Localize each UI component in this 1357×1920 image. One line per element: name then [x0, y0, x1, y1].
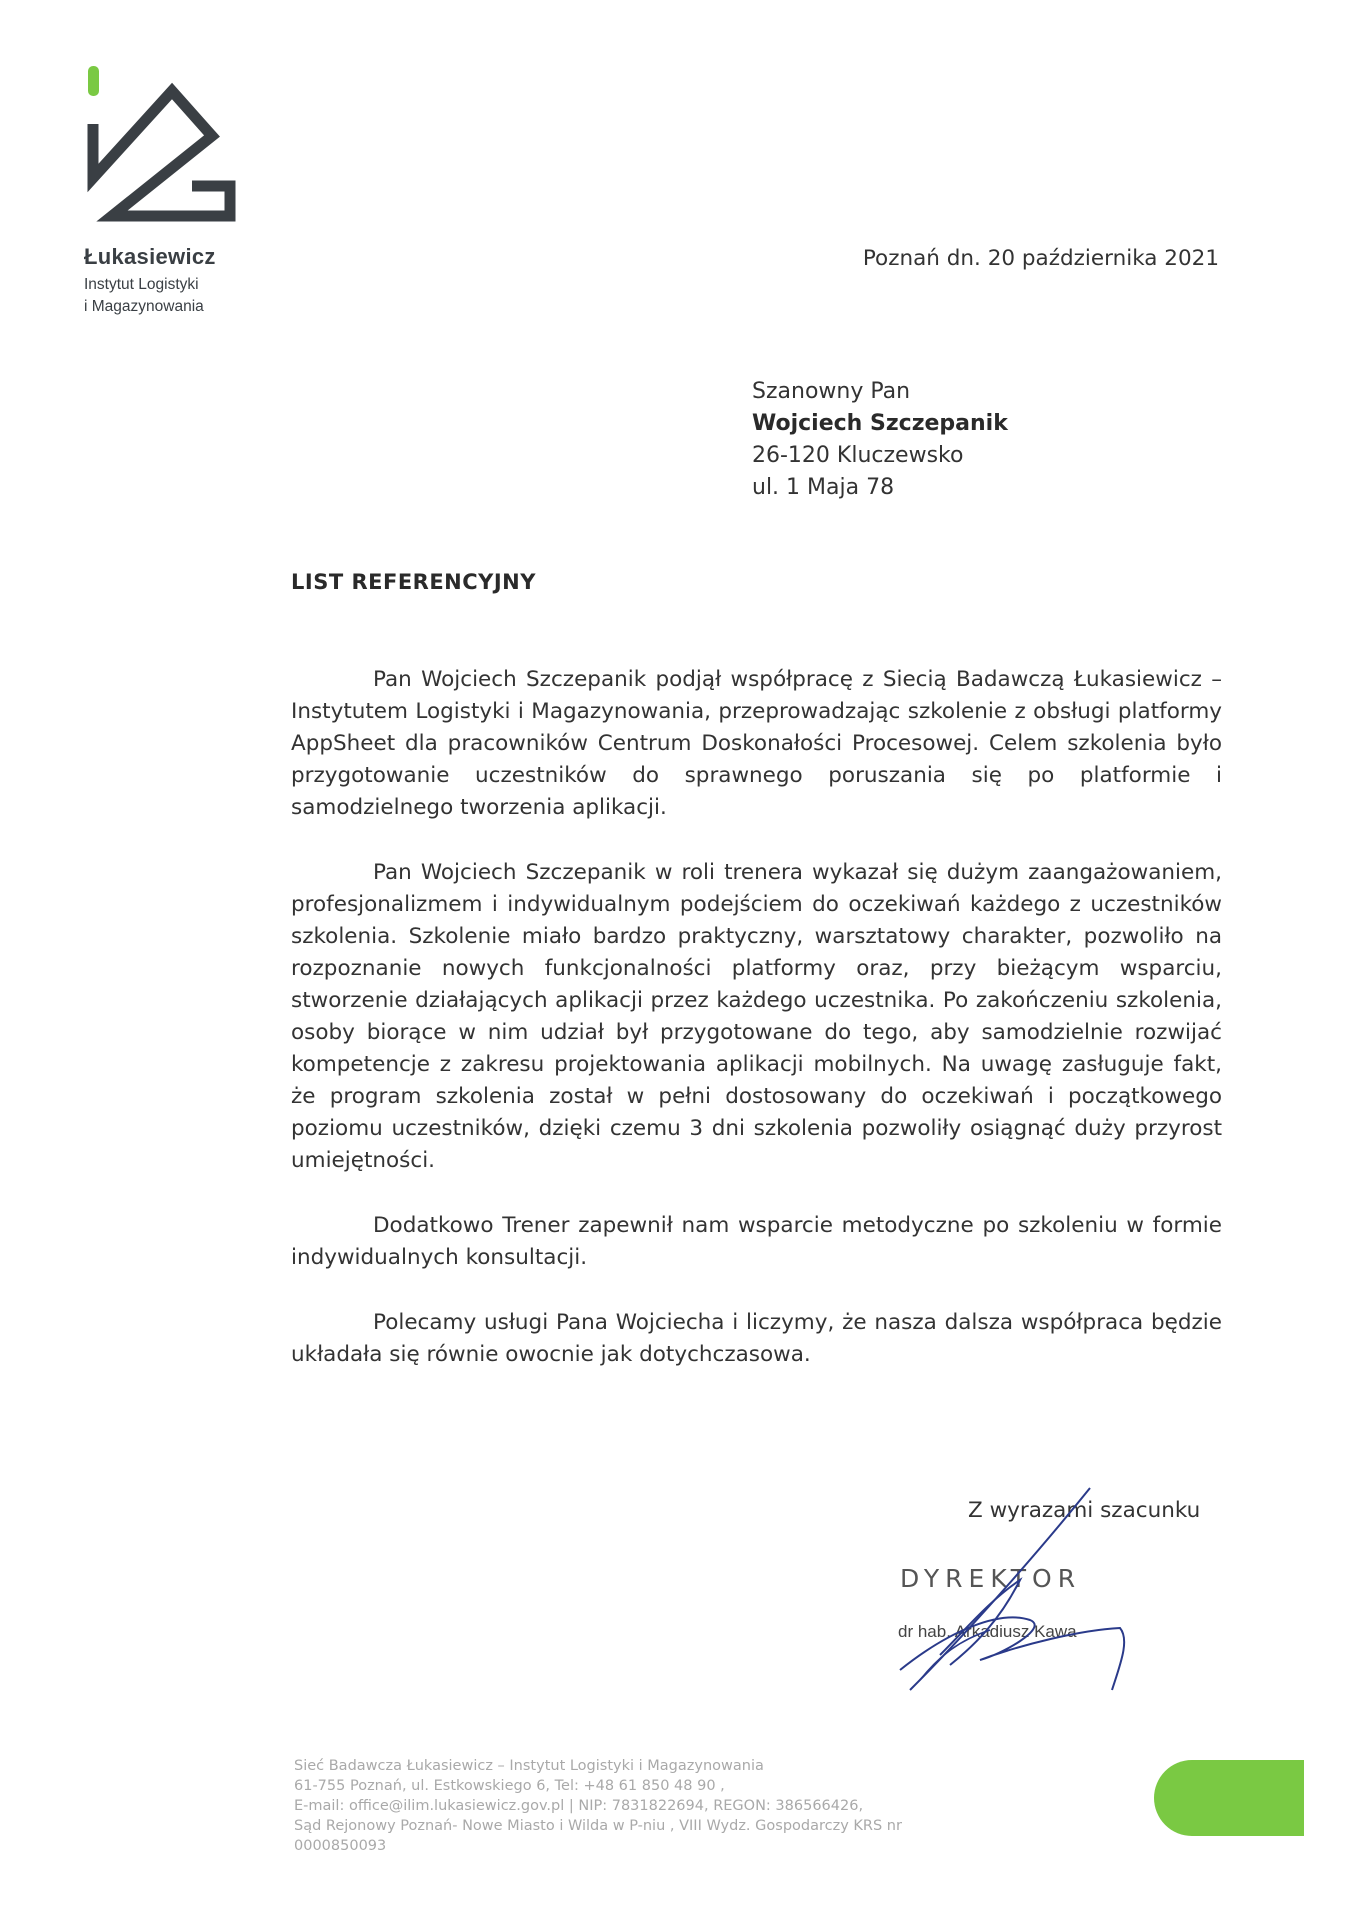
body-paragraph: Polecamy usługi Pana Wojciecha i liczymy, że nasza dalsza współpraca będzie układała się równie owocnie jak dotychczasowa. [291, 1310, 1222, 1367]
footer-contact [294, 1756, 1074, 1856]
salutation: Szanowny Pan [752, 379, 911, 404]
body-paragraph: Pan Wojciech Szczepanik w roli trenera wykazał się dużym zaangażowaniem, profesjonalizmem i indywidualnym podejściem do oczekiwań każdego z uczestników szkolenia. Szkolenie miało bardzo praktyczny, warsztatowy charakter, pozwoliło na rozpoznanie nowych funkcjonalności platformy oraz, przy bieżącym wsparciu, stworzenie działających aplikacji przez każdego uczestnika. Po zakończeniu szkolenia, osoby biorące w nim udział był przygotowane do tego, aby samodzielnie rozwijać kompetencje z zakresu projektowania aplikacji mobilnych. Na uwagę zasługuje fakt, że program szkolenia został w pełni dostosowany do oczekiwań i początkowego poziomu uczestników, dzięki czemu 3 dni szkolenia pozwoliły osiągnąć duży przyrost umiejętności. [291, 860, 1222, 1173]
signer-role: DYREKTOR [900, 1564, 1082, 1593]
footer-line: 61-755 Poznań, ul. Estkowskiego 6, Tel: +48 61 850 48 90 , [294, 1778, 725, 1794]
addressee-street: ul. 1 Maja 78 [752, 475, 895, 500]
logo-subtitle-line-1: Instytut Logistyki [84, 276, 199, 293]
letter-date: Poznań dn. 20 października 2021 [862, 246, 1219, 271]
institute-logo [84, 66, 244, 326]
footer-line: Sąd Rejonowy Poznań- Nowe Miasto i Wilda w P-niu , VIII Wydz. Gospodarczy KRS nr [294, 1818, 902, 1834]
closing-phrase: Z wyrazami szacunku [968, 1498, 1201, 1523]
footer-line: E-mail: office@ilim.lukasiewicz.gov.pl | NIP: 7831822694, REGON: 386566426, [294, 1798, 864, 1814]
footer-line: 0000850093 [294, 1838, 387, 1854]
footer-accent-shape [1154, 1760, 1304, 1836]
addressee-block [752, 376, 1008, 504]
logo-subtitle-line-2: i Magazynowania [84, 298, 204, 315]
logo-name: Łukasiewicz [84, 244, 216, 269]
signer-name: dr hab. Arkadiusz Kawa [898, 1622, 1077, 1641]
lukasiewicz-logo-mark-icon [84, 66, 244, 241]
handwritten-signature-icon [880, 1480, 1140, 1720]
logo-subtitle [84, 274, 204, 318]
addressee-city: 26-120 Kluczewsko [752, 443, 964, 468]
letter-subject: LIST REFERENCYJNY [291, 570, 536, 594]
footer-line: Sieć Badawcza Łukasiewicz – Instytut Logistyki i Magazynowania [294, 1758, 764, 1774]
letter-body [291, 664, 1222, 1404]
addressee-name: Wojciech Szczepanik [752, 411, 1008, 436]
body-paragraph: Dodatkowo Trener zapewnił nam wsparcie metodyczne po szkoleniu w formie indywidualnych konsultacji. [291, 1213, 1222, 1270]
body-paragraph: Pan Wojciech Szczepanik podjął współpracę z Siecią Badawczą Łukasiewicz – Instytutem Logistyki i Magazynowania, przeprowadzając szkolenie z obsługi platformy AppSheet dla pracowników Centrum Doskonałości Procesowej. Celem szkolenia było przygotowanie uczestników do sprawnego poruszania się po platformie i samodzielnego tworzenia aplikacji. [291, 667, 1222, 820]
